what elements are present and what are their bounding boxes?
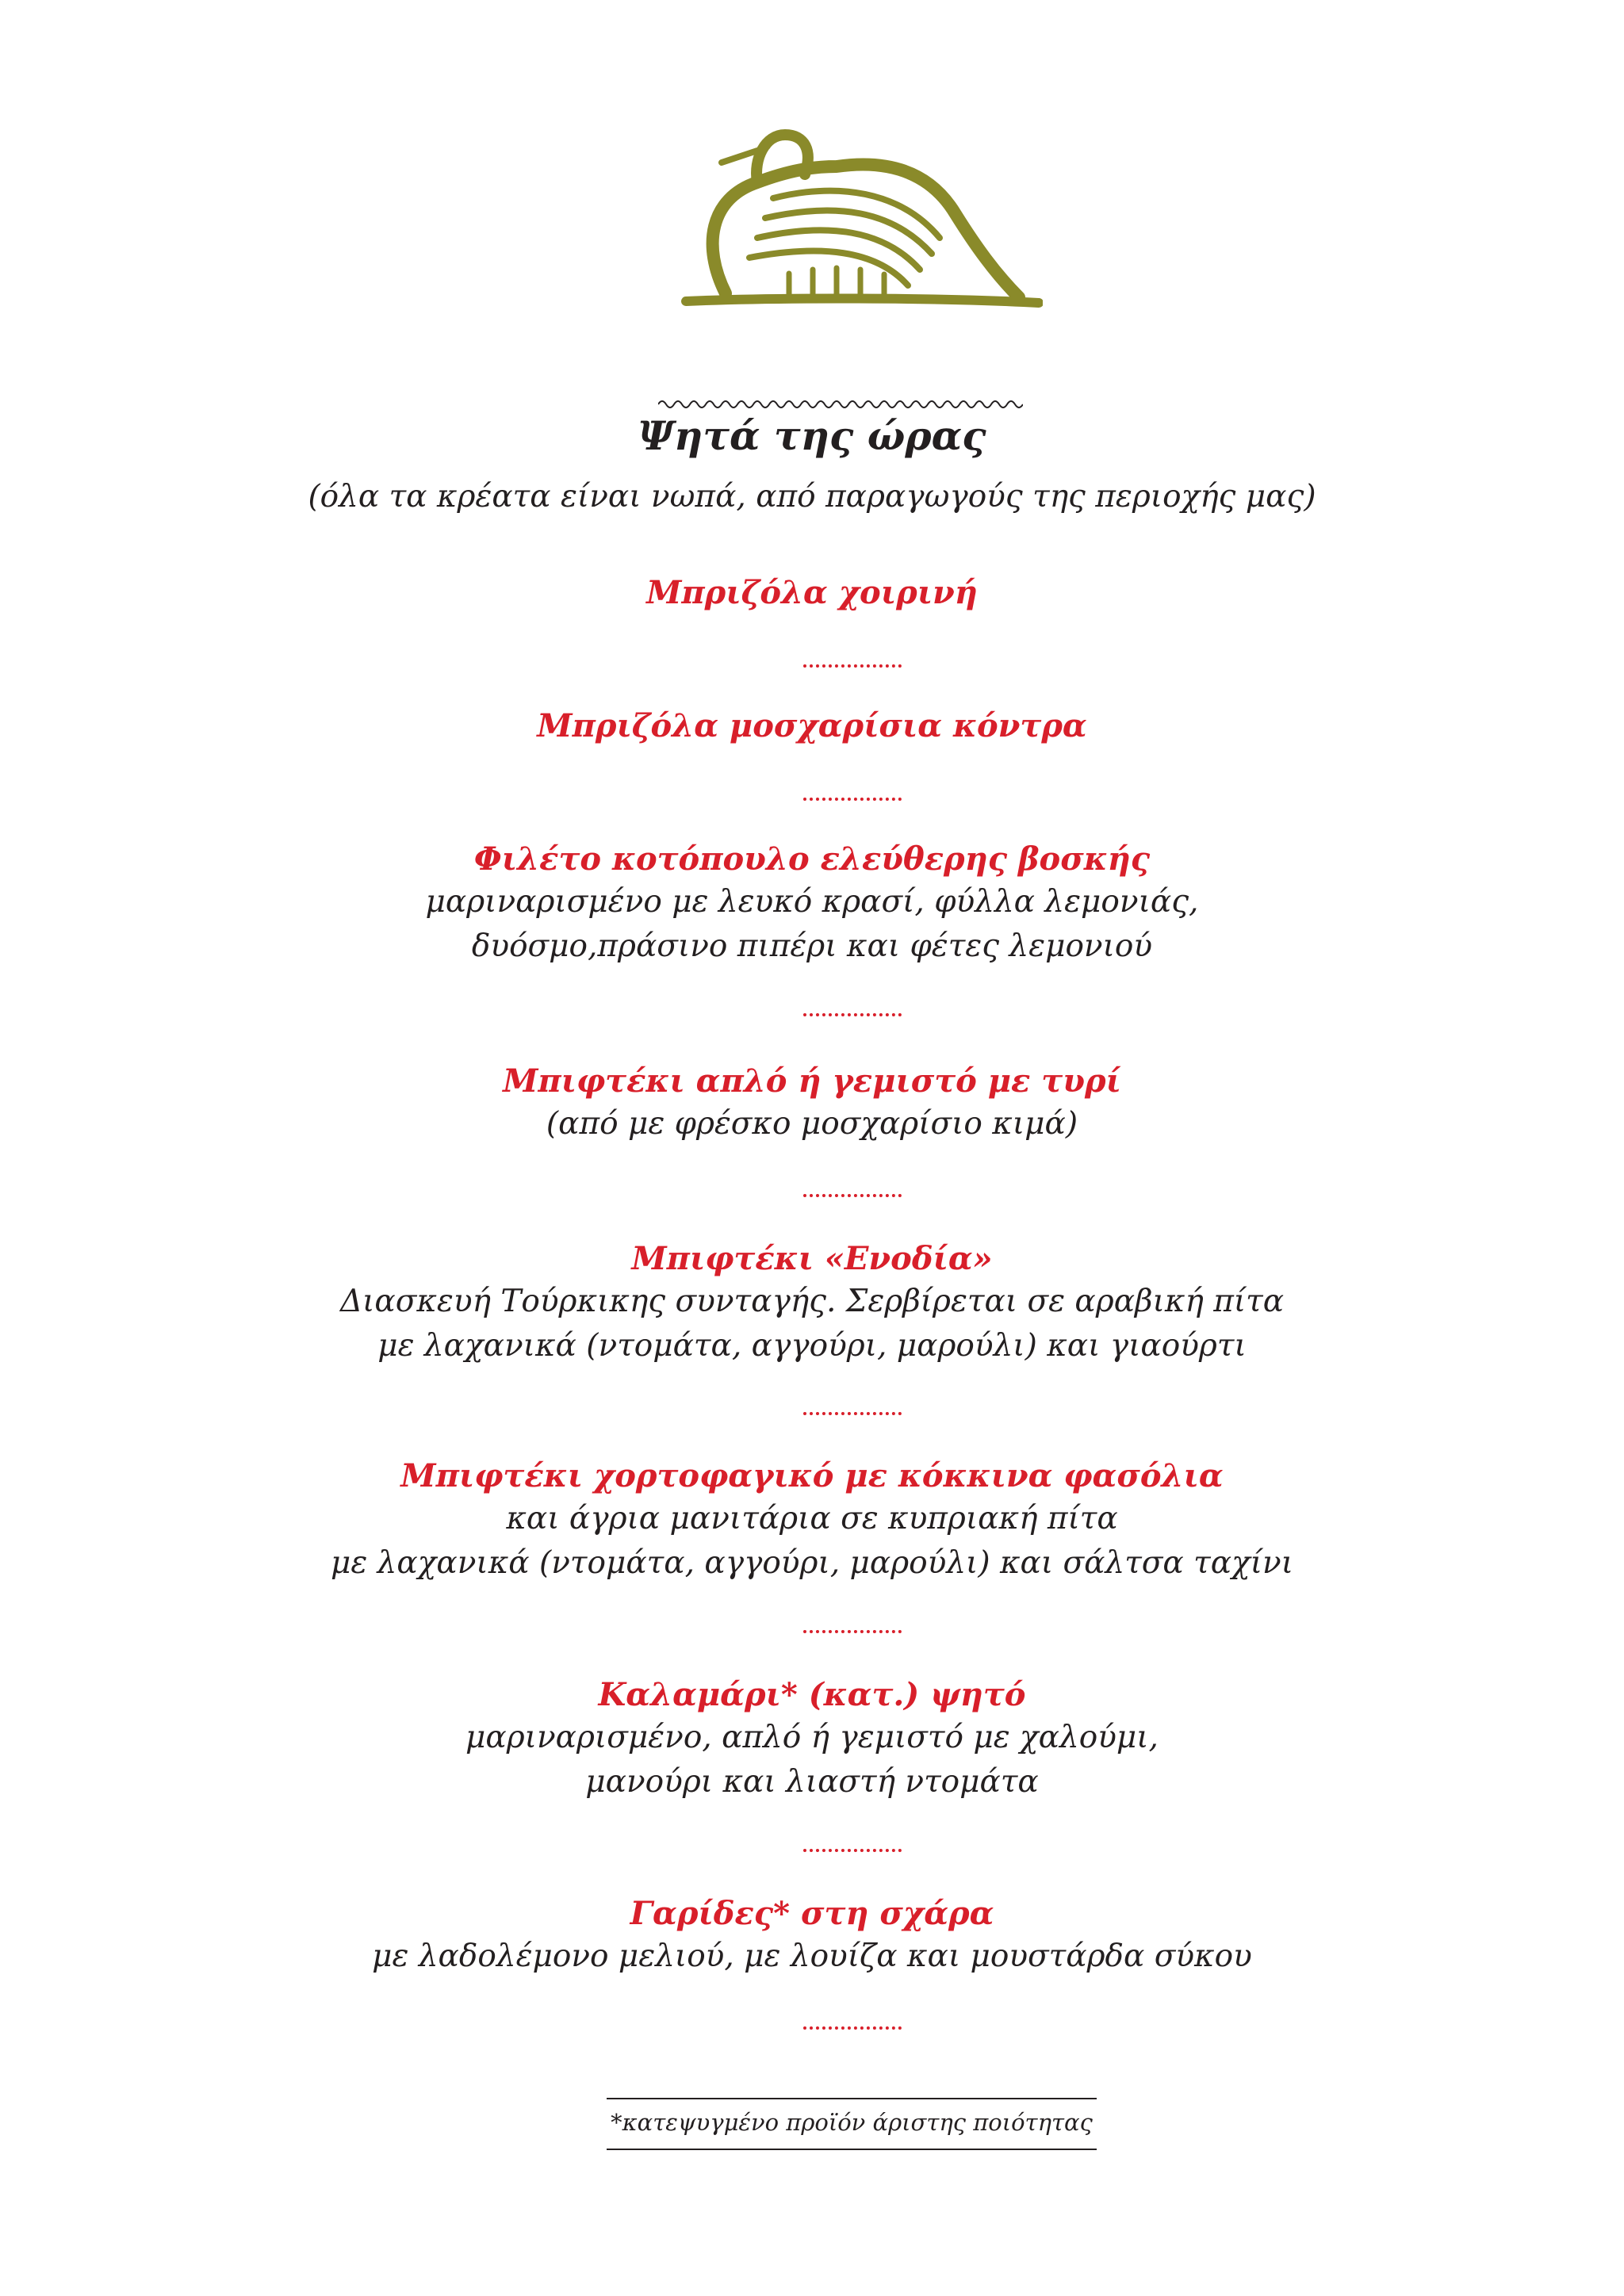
menu-item-name: Φιλέτο κοτόπουλο ελεύθερης βοσκής [473,840,1151,878]
section-title: Ψητά της ώρας [638,412,986,459]
menu-item-description: μαριναρισμένο, απλό ή γεμιστό με χαλούμι, [465,1720,1159,1755]
item-separator [803,1849,902,1852]
item-separator [803,1013,902,1016]
decorative-wave-divider [658,395,1023,414]
swan-icon [678,127,1043,317]
menu-item [0,1238,1624,1368]
menu-item-description: με λαχανικά (ντομάτα, αγγούρι, μαρούλι) και γιαούρτι [377,1328,1247,1364]
menu-item-description: μανούρι και λιαστή ντομάτα [585,1764,1039,1800]
menu-item [0,1893,1624,1979]
menu-item-name: Μπιφτέκι χορτοφαγικό με κόκκινα φασόλια [400,1457,1224,1494]
footnote: *κατεψυγμένο προϊόν άριστης ποιότητας [611,2109,1093,2136]
menu-item [0,1456,1624,1586]
item-separator [803,1194,902,1197]
section-subtitle: (όλα τα κρέατα είναι νωπά, από παραγωγούς της περιοχής μας) [308,479,1316,515]
item-separator [803,1630,902,1633]
menu-item [0,839,1624,969]
menu-item-name: Μπιφτέκι απλό ή γεμιστό με τυρί [503,1062,1121,1100]
menu-item-name: Μπριζόλα χοιρινή [646,574,978,611]
menu-item-name: Γαρίδες* στη σχάρα [630,1895,994,1932]
menu-item-name: Μπιφτέκι «Ενοδία» [631,1240,993,1277]
menu-item-description: δυόσμο,πράσινο πιπέρι και φέτες λεμονιού [471,928,1153,964]
menu-item [0,1674,1624,1804]
menu-item-description: και άγρια μανιτάρια σε κυπριακή πίτα [506,1501,1118,1536]
menu-item [0,1061,1624,1146]
menu-item-description: (από με φρέσκο μοσχαρίσιο κιμά) [546,1106,1078,1142]
menu-item-name: Μπριζόλα μοσχαρίσια κόντρα [537,707,1087,744]
footnote-rule-bottom [607,2149,1097,2150]
item-separator [803,1412,902,1415]
menu-item-description: Διασκευή Τούρκικης συνταγής. Σερβίρεται σε αραβική πίτα [339,1284,1285,1319]
menu-item-description: μαριναρισμένο με λευκό κρασί, φύλλα λεμονιάς, [425,884,1199,920]
menu-item [0,706,1624,747]
item-separator [803,664,902,668]
menu-item-description: με λαδολέμονο μελιού, με λουίζα και μουστάρδα σύκου [372,1938,1252,1974]
menu-item-description: με λαχανικά (ντομάτα, αγγούρι, μαρούλι) και σάλτσα ταχίνι [331,1545,1293,1581]
menu-item [0,572,1624,614]
footnote-rule-top [607,2098,1097,2099]
item-separator [803,798,902,801]
menu-item-name: Καλαμάρι* (κατ.) ψητό [598,1676,1026,1713]
item-separator [803,2026,902,2030]
